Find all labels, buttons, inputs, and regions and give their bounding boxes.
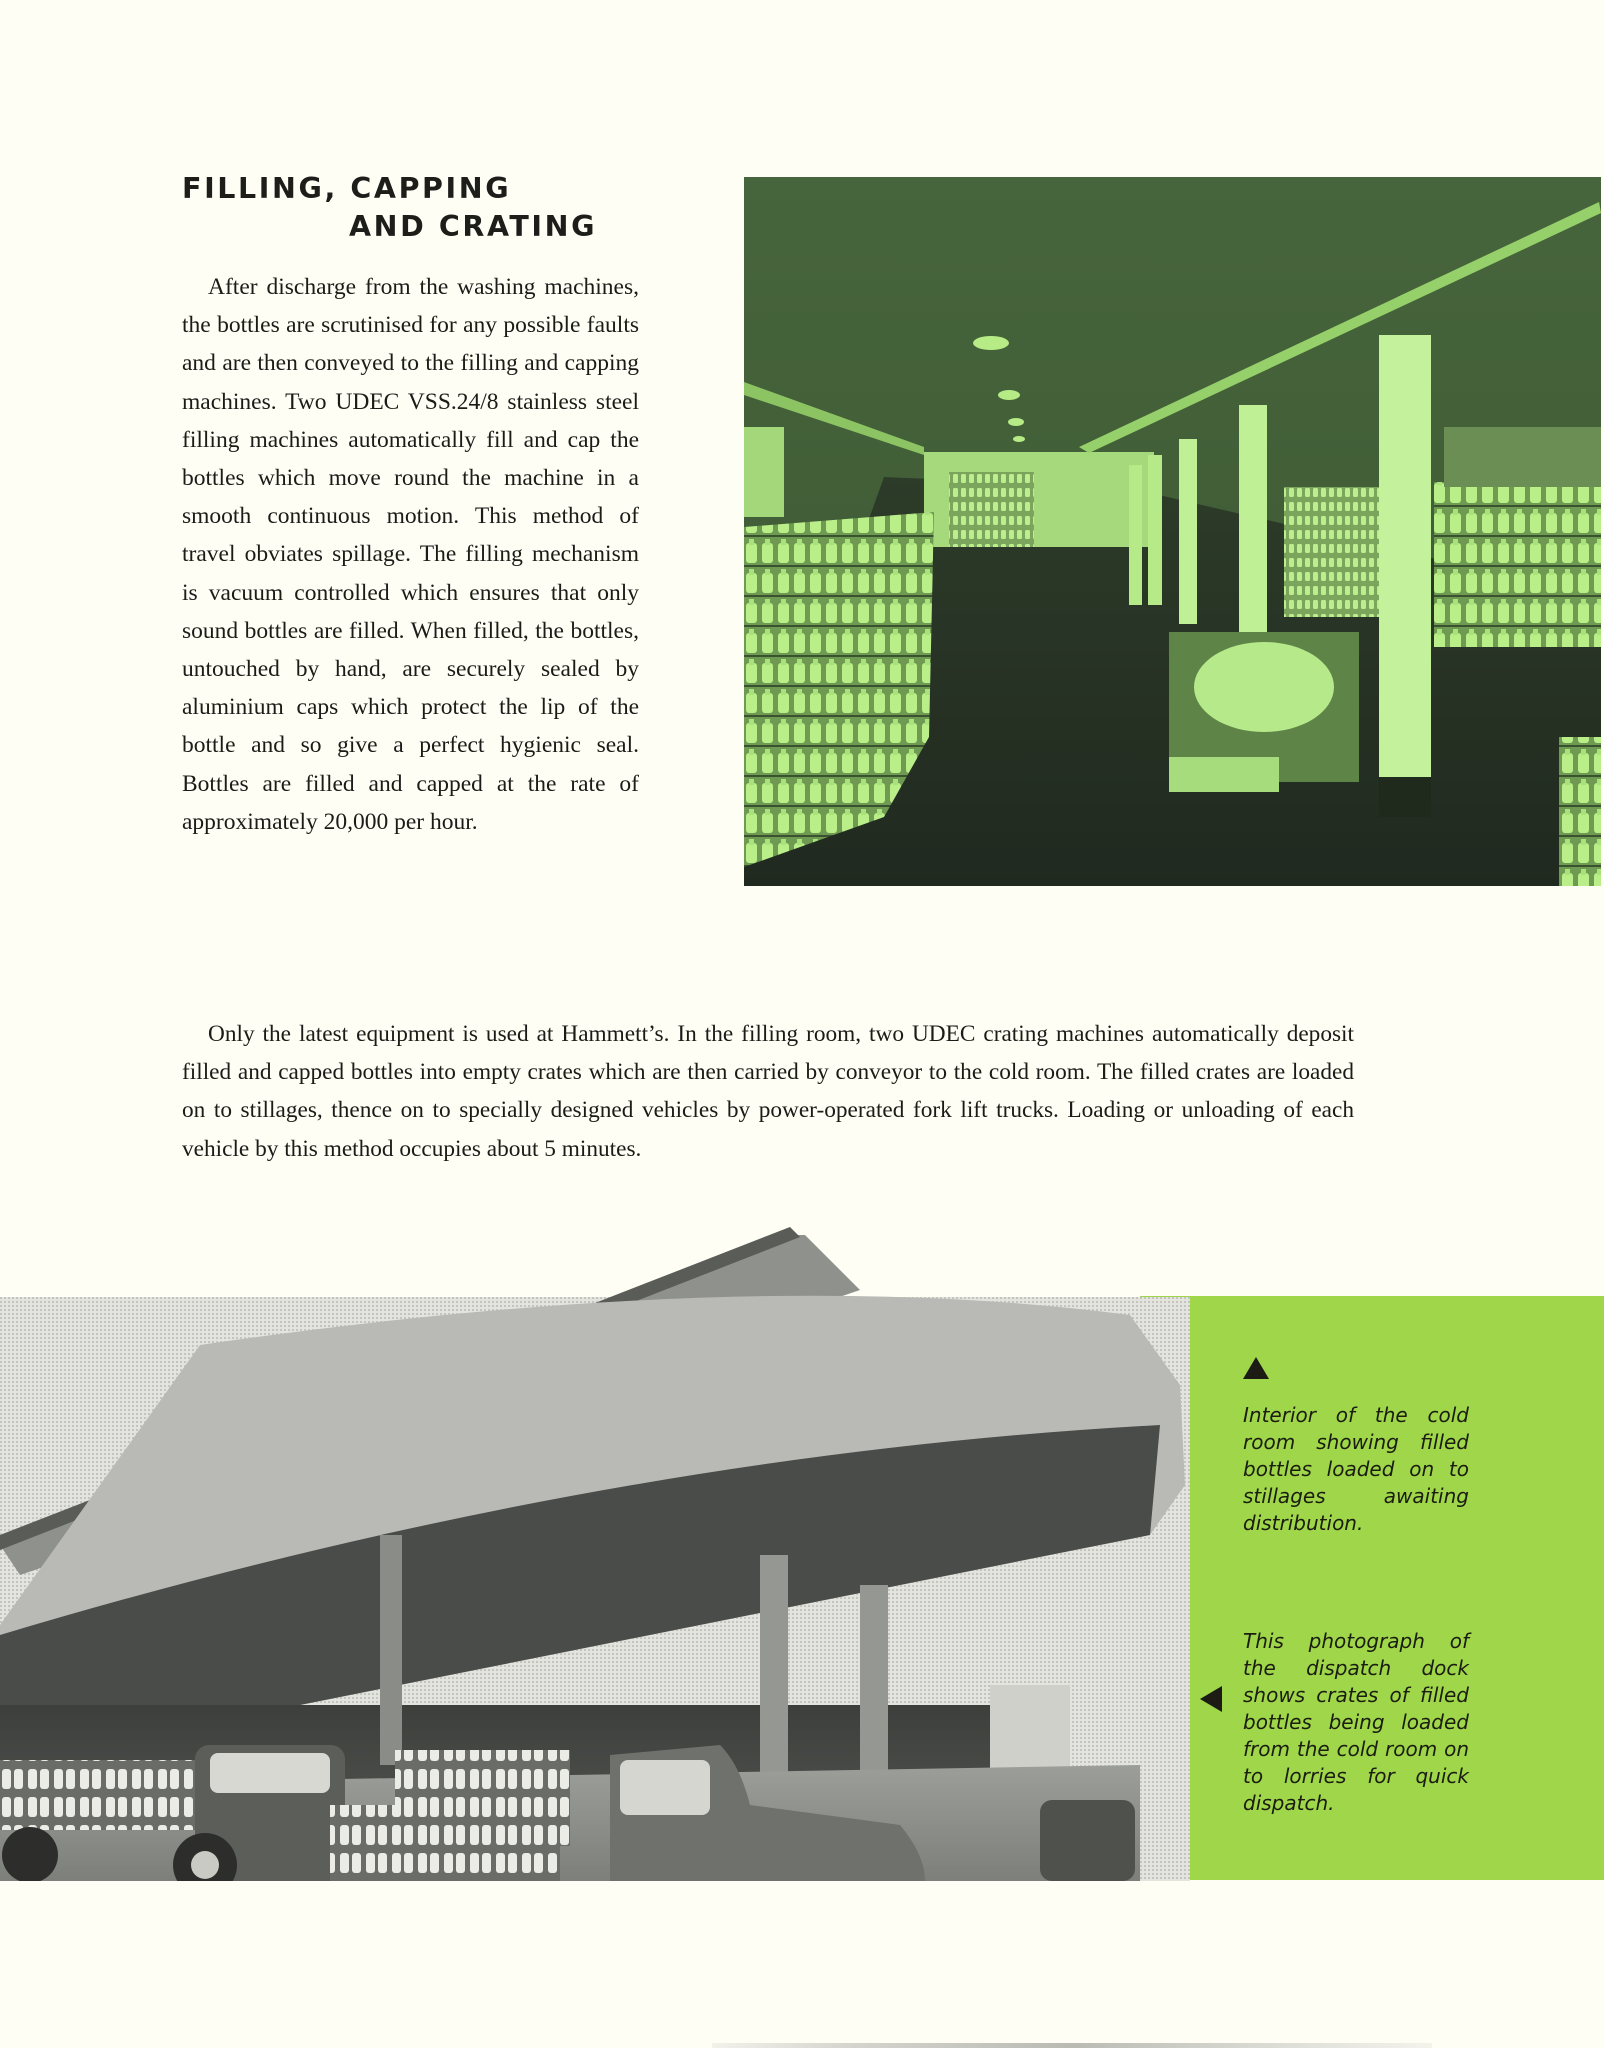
dispatch-dock-illustration (0, 1205, 1190, 1881)
heading-line-1: FILLING, CAPPING (182, 172, 512, 205)
triangle-up-icon (1243, 1357, 1269, 1379)
scan-edge-artifact (712, 2043, 1432, 2048)
dispatch-dock-photo (0, 1205, 1190, 1881)
caption-cold-room: Interior of the cold room showing filled bottles loaded on to stillages awaiting distribution. (1243, 1403, 1469, 1535)
wide-paragraph: Only the latest equipment is used at Hammett’s. In the filling room, two UDEC crating machines automatically deposit filled and capped bottles into empty crates which are then carried by conveyor to the cold room. The filled crates are loaded on to stillages, thence on to specially designed vehicles by power-operated fork lift trucks. Loading or unloading of each vehicle by this method occupies about 5 minutes. (182, 1021, 1354, 1162)
cold-room-illustration (744, 177, 1601, 886)
section-heading (182, 170, 642, 246)
column-paragraph: After discharge from the washing machines, the bottles are scrutinised for any possible faults and are then conveyed to the filling and capping machines. Two UDEC VSS.24/8 stainless steel filling machines automatically fill and cap the bottles which move round the machine in a smooth continuous motion. This method of travel obviates spillage. The filling mechanism is vacuum controlled which ensures that only sound bottles are filled. When filled, the bottles, untouched by hand, are securely sealed by aluminium caps which protect the lip of the bottle and so give a perfect hygienic seal. Bottles are filled and capped at the rate of approximately 20,000 per hour. (182, 274, 639, 835)
caption-dispatch-dock: This photograph of the dispatch dock shows crates of filled bottles being loaded from the cold room on to lorries for quick dispatch. (1243, 1629, 1469, 1815)
cold-room-photo (744, 177, 1601, 886)
heading-line-2: AND CRATING (349, 210, 598, 243)
triangle-left-icon (1200, 1686, 1222, 1712)
